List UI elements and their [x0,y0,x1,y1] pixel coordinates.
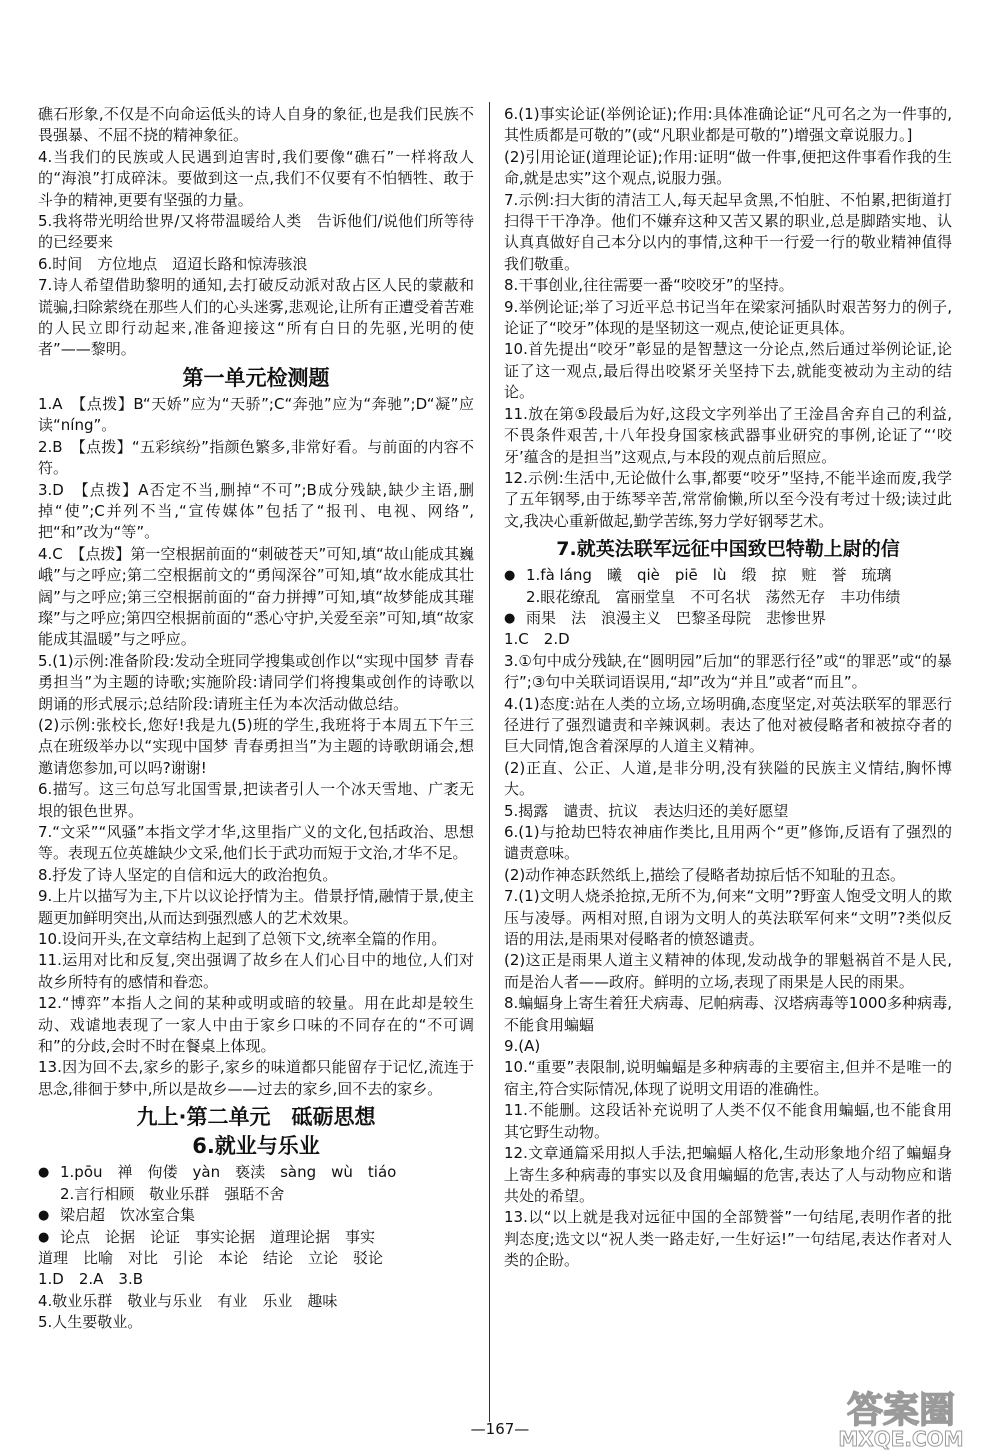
watermark-logo [816,1384,986,1450]
vocab-block [38,1227,474,1248]
bullet-icon [38,1227,60,1248]
answer-paragraph: 5.揭露 谴责、抗议 表达归还的美好愿望 [504,801,789,820]
answer-paragraph: 10.首先提出“咬牙”彰显的是智慧这一分论点,然后通过举例论证,论证了这一观点,最后得出咬紧牙关坚持下去,就能变被动为主动的结论。 [504,340,952,402]
column-divider [489,102,490,1422]
vocab-line: 2.眼花缭乱 富丽堂皇 不可名状 荡然无存 丰功伟绩 [526,587,901,606]
answer-paragraph: 11.运用对比和反复,突出强调了故乡在人们心目中的地位,人们对故乡所特有的感情和眷恋。 [38,951,474,991]
answer-paragraph: 7.诗人希望借助黎明的通知,去打破反动派对敌占区人民的蒙蔽和谎骗,扫除萦绕在那些人们的心头迷雾,悲观论,让所有正遭受着苦难的人民立即行动起来,准备迎接这“所有白日的先驱,光明的使者”——黎明。 [38,276,474,359]
vocab-line: 道理 比喻 对比 引论 本论 结论 立论 驳论 [38,1248,384,1267]
bullet-icon [38,1162,60,1205]
answer-paragraph: (2)动作神态跃然纸上,描绘了侵略者劫掠后恬不知耻的丑态。 [504,865,906,884]
answer-paragraph: 6.(1)与抢劫巴特农神庙作类比,且用两个“更”修饰,反语有了强烈的谴责意味。 [504,823,952,863]
answer-paragraph: 7.示例:扫大街的清洁工人,每天起早贪黑,不怕脏、不怕累,把街道打扫得干干净净。他们不嫌弃这种又苦又累的职业,总是脚踏实地、认认真真做好自己本分以内的事情,这种干一行爱一行的敬业精神值得我们敬重。 [504,190,952,273]
watermark-url: MXQE.COM [838,1427,964,1450]
answer-paragraph: 6.时间 方位地点 迢迢长路和惊涛骇浪 [38,254,308,273]
vocab-line: 梁启超 饮冰室合集 [60,1206,196,1225]
answer-paragraph: (2)引用论证(道理论证);作用:证明“做一件事,便把这件事看作我的生命,就是忠实”这个观点,说服力强。 [504,147,952,188]
watermark-text: 答案圈 [846,1390,956,1431]
answer-paragraph: 1.A 【点拨】B“天娇”应为“天骄”;C“奔弛”应为“奔驰”;D“凝”应读“níng”。 [38,394,474,435]
lesson-heading: 7.就英法联军远征中国致巴特勒上尉的信 [556,538,900,561]
answer-paragraph: 8.抒发了诗人坚定的自信和远大的政治抱负。 [38,865,338,884]
answer-paragraph: 8.蝙蝠身上寄生着狂犬病毒、尼帕病毒、汉塔病毒等1000多种病毒,不能食用蝙蝠 [504,994,952,1034]
answer-paragraph: 6.(1)事实论证(举例论证);作用:具体准确论证“凡可名之为一件事的,其性质都是可敬的”(或“凡职业都是可敬的”)增强文章说服力。] [504,105,952,145]
vocab-block [38,1205,474,1226]
section-heading: 第一单元检测题 [182,365,330,390]
vocab-block [504,565,952,608]
answer-paragraph: 4.当我们的民族或人民遇到迫害时,我们要像“礁石”一样将敌人的“海浪”打成碎沫。要做到这一点,我们不仅要有不怕牺牲、敢于斗争的精神,更要有坚强的力量。 [38,147,474,209]
vocab-line: 2.言行相顾 敬业乐群 强聒不舍 [60,1184,285,1203]
answer-paragraph: 3.D 【点拨】A否定不当,删掉“不可”;B成分残缺,缺少主语,删掉“使”;C并列不当,“宣传媒体”包括了“报刊、电视、网络”,把“和”改为“等”。 [38,480,474,542]
answer-paragraph: 4.敬业乐群 敬业与乐业 有业 乐业 趣味 [38,1291,338,1310]
answer-paragraph: 5.我将带光明给世界/又将带温暖给人类 告诉他们/说他们所等待的已经要来 [38,212,474,252]
vocab-line: 1.pōu 禅 佝偻 yàn 亵渎 sàng wù tiáo [60,1163,397,1182]
answer-paragraph: 7.“文采”“风骚”本指文学才华,这里指广义的文化,包括政治、思想等。表现五位英雄缺少文采,他们长于武功而短于文治,才华不足。 [38,823,474,863]
vocab-line: 1.fà láng 曦 qiè piē lù 缎 掠 赃 誉 琉璃 [526,566,892,585]
answer-paragraph: 5.人生要敬业。 [38,1313,143,1332]
answer-paragraph: 1.C 2.D [504,630,570,649]
answer-paragraph: 9.举例论证;举了习近平总书记当年在梁家河插队时艰苦努力的例子,论证了“咬牙”体现的是坚韧这一观点,使论证更具体。 [504,297,952,338]
bullet-icon [504,608,526,629]
lesson-heading: 6.就业与乐业 [192,1134,320,1159]
bullet-icon [504,565,526,608]
answer-paragraph: 礁石形象,不仅是不向命运低头的诗人自身的象征,也是我们民族不畏强暴、不屈不挠的精神象征。 [38,105,474,145]
answer-paragraph: 10.设问开头,在文章结构上起到了总领下文,统率全篇的作用。 [38,930,447,949]
right-column [504,104,952,1272]
answer-paragraph: 4.(1)态度:站在人类的立场,立场明确,态度坚定,对英法联军的罪恶行径进行了强烈谴责和辛辣讽刺。表达了他对被侵略者和被掠夺者的巨大同情,饱含着深厚的人道主义精神。 [504,694,952,756]
page-number: —167— [470,1420,530,1438]
answer-paragraph: 12.文章通篇采用拟人手法,把蝙蝠人格化,生动形象地介绍了蝙蝠身上寄生多种病毒的事实以及食用蝙蝠的危害,表达了人与动物应和谐共处的希望。 [504,1144,952,1205]
vocab-block [38,1162,474,1205]
answer-paragraph: 12.“博弈”本指人之间的某种或明或暗的较量。用在此却是较生动、戏谑地表现了一家人中由于家乡口味的不同存在的“不可调和”的分歧,会时不时在餐桌上体现。 [38,994,474,1056]
vocab-line: 雨果 法 浪漫主义 巴黎圣母院 悲惨世界 [526,608,827,627]
answer-paragraph: 4.C 【点拨】第一空根据前面的“刺破苍天”可知,填“故山能成其巍峨”与之呼应;第二空根据前文的“勇闯深谷”可知,填“故水能成其壮阔”与之呼应;第三空根据前面的“奋力拼搏”可知,填“故梦能成其璀璨”与之呼应;第四空根据前面的“悉心守护,关爱至亲”可知,填“故家能成其温暖”与之呼应。 [38,544,474,649]
answer-paragraph: 9.(A) [504,1037,541,1056]
answer-paragraph: 5.(1)示例:准备阶段:发动全班同学搜集或创作以“实现中国梦 青春勇担当”为主题的诗歌;实施阶段:请同学们将搜集或创作的诗歌以朗诵的形式展示;总结阶段:请班主任为本次活动做总结。 [38,651,474,713]
answer-paragraph: 6.描写。这三句总写北国雪景,把读者引人一个冰天雪地、广袤无垠的银色世界。 [38,780,474,820]
left-column [38,104,474,1334]
unit-heading: 九上·第二单元 砥砺思想 [136,1105,376,1130]
answer-paragraph: 1.D 2.A 3.B [38,1270,144,1289]
vocab-line: 论点 论据 论证 事实论据 道理论据 事实 [60,1227,376,1246]
answer-paragraph: 9.上片以描写为主,下片以议论抒情为主。借景抒情,融情于景,使主题更加鲜明突出,从而达到强烈感人的艺术效果。 [38,887,474,927]
answer-paragraph: 2.B 【点拨】“五彩缤纷”指颜色繁多,非常好看。与前面的内容不符。 [38,437,474,478]
answer-paragraph: 13.因为回不去,家乡的影子,家乡的味道都只能留存于记忆,流连于思念,徘徊于梦中,所以是故乡——过去的家乡,回不去的家乡。 [38,1058,474,1098]
answer-paragraph: 10.“重要”表限制,说明蝙蝠是多种病毒的主要宿主,但并不是唯一的宿主,符合实际情况,体现了说明文用语的准确性。 [504,1058,952,1098]
answer-paragraph: 13.以“以上就是我对远征中国的全部赞誉”一句结尾,表明作者的批判态度;选文以“祝人类一路走好,一生好运!”一句结尾,表达作者对人类的企盼。 [504,1208,952,1270]
answer-paragraph: 3.①句中成分残缺,在“圆明园”后加“的罪恶行径”或“的罪恶”或“的暴行”;③句中关联词语误用,“却”改为“并且”或者“而且”。 [504,651,952,692]
answer-paragraph: (2)示例:张校长,您好!我是九(5)班的学生,我班将于本周五下午三点在班级举办以“实现中国梦 青春勇担当”为主题的诗歌朗诵会,想邀请您参加,可以吗?谢谢! [38,715,474,777]
answer-paragraph: 11.放在第⑤段最后为好,这段文字列举出了王淦昌舍弃自己的利益,不畏条件艰苦,十八年投身国家核武器事业研究的事例,论证了“‘咬牙’蕴含的是担当”这观点,与本段的观点前后照应。 [504,404,952,466]
bullet-icon [38,1205,60,1226]
answer-paragraph: 12.示例:生活中,无论做什么事,都要“咬牙”坚持,不能半途而废,我学了五年钢琴,由于练琴辛苦,常常偷懒,所以至今没有考过十级;读过此文,我决心重新做起,勤学苦练,努力学好钢琴艺术。 [504,468,952,530]
answer-paragraph: 7.(1)文明人烧杀抢掠,无所不为,何来“文明”?野蛮人饱受文明人的欺压与凌辱。两相对照,自诩为文明人的英法联军何来“文明”?类似反语的用法,是雨果对侵略者的愤怒谴责。 [504,887,952,949]
answer-paragraph: (2)正直、公正、人道,是非分明,没有狭隘的民族主义情结,胸怀博大。 [504,758,952,799]
answer-paragraph: 8.干事创业,往往需要一番“咬咬牙”的坚持。 [504,276,794,295]
vocab-block [504,608,952,629]
answer-paragraph: 11.不能删。这段话补充说明了人类不仅不能食用蝙蝠,也不能食用其它野生动物。 [504,1101,952,1141]
answer-paragraph: (2)这正是雨果人道主义精神的体现,发动战争的罪魁祸首不是人民,而是治人者——政府。鲜明的立场,表现了雨果是人民的雨果。 [504,951,952,991]
